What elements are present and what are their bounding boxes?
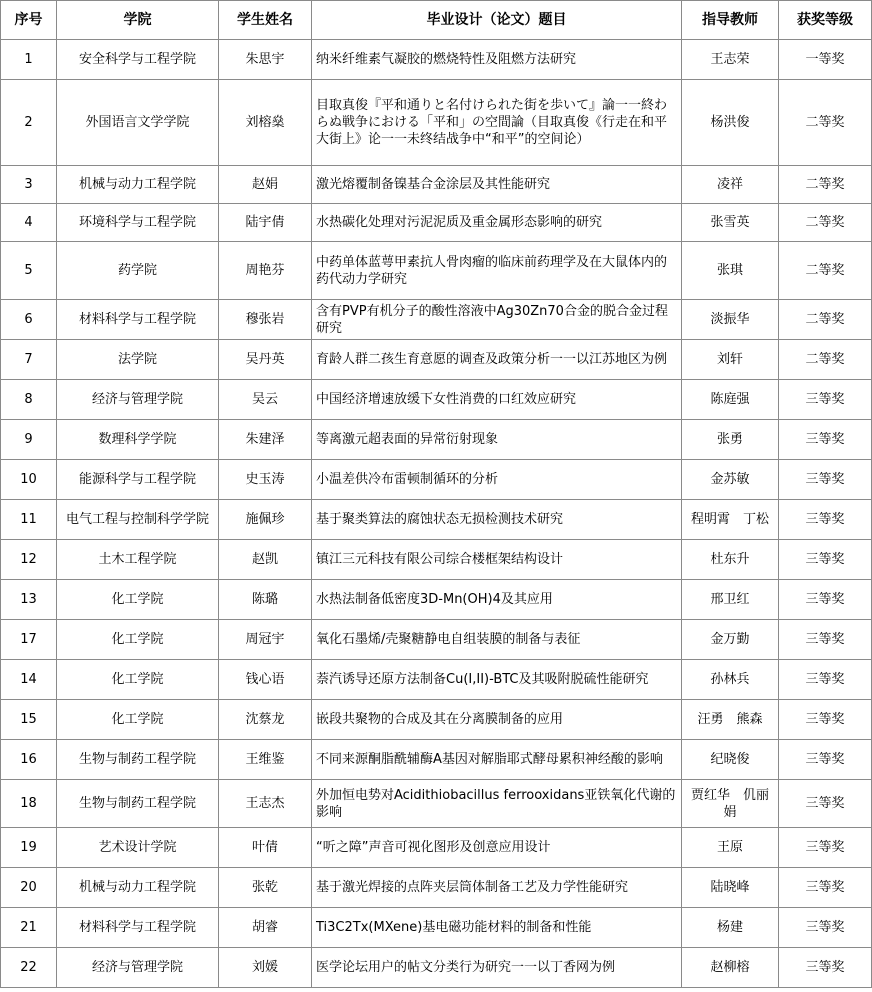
- cell-award: 一等奖: [779, 40, 872, 80]
- cell-index: 12: [1, 540, 57, 580]
- cell-advisor: 杨建: [682, 908, 779, 948]
- cell-college: 电气工程与控制科学学院: [57, 500, 219, 540]
- cell-advisor: 金万勤: [682, 620, 779, 660]
- table-row: [1, 780, 872, 828]
- header-college: 学院: [57, 1, 219, 40]
- cell-college: 能源科学与工程学院: [57, 460, 219, 500]
- cell-advisor: 杨洪俊: [682, 80, 779, 166]
- cell-advisor: 凌祥: [682, 166, 779, 204]
- cell-advisor: 孙林兵: [682, 660, 779, 700]
- cell-college: 材料科学与工程学院: [57, 908, 219, 948]
- cell-student: 吴丹英: [219, 340, 312, 380]
- table-row: [1, 948, 872, 988]
- cell-award: 三等奖: [779, 540, 872, 580]
- cell-award: 三等奖: [779, 580, 872, 620]
- cell-index: 2: [1, 80, 57, 166]
- table-body: [1, 40, 872, 988]
- cell-award: 三等奖: [779, 700, 872, 740]
- table-row: [1, 460, 872, 500]
- cell-college: 安全科学与工程学院: [57, 40, 219, 80]
- cell-student: 周冠宇: [219, 620, 312, 660]
- cell-award: 三等奖: [779, 908, 872, 948]
- cell-advisor: 金苏敏: [682, 460, 779, 500]
- header-row: [1, 1, 872, 40]
- cell-index: 16: [1, 740, 57, 780]
- cell-student: 赵凯: [219, 540, 312, 580]
- table-row: [1, 868, 872, 908]
- table-row: [1, 380, 872, 420]
- cell-title: 基于聚类算法的腐蚀状态无损检测技术研究: [312, 500, 682, 540]
- cell-student: 穆张岩: [219, 300, 312, 340]
- cell-index: 22: [1, 948, 57, 988]
- cell-title: 镇江三元科技有限公司综合楼框架结构设计: [312, 540, 682, 580]
- cell-college: 艺术设计学院: [57, 828, 219, 868]
- cell-student: 刘榕燊: [219, 80, 312, 166]
- table-row: [1, 740, 872, 780]
- cell-index: 10: [1, 460, 57, 500]
- table-row: [1, 242, 872, 300]
- cell-index: 21: [1, 908, 57, 948]
- cell-student: 刘媛: [219, 948, 312, 988]
- cell-advisor: 刘轩: [682, 340, 779, 380]
- cell-college: 土木工程学院: [57, 540, 219, 580]
- cell-index: 4: [1, 204, 57, 242]
- cell-advisor: 陆晓峰: [682, 868, 779, 908]
- cell-index: 18: [1, 780, 57, 828]
- cell-award: 三等奖: [779, 740, 872, 780]
- header-title: 毕业设计（论文）题目: [312, 1, 682, 40]
- cell-award: 三等奖: [779, 948, 872, 988]
- cell-college: 生物与制药工程学院: [57, 740, 219, 780]
- cell-title: 中国经济增速放缓下女性消费的口红效应研究: [312, 380, 682, 420]
- cell-award: 三等奖: [779, 420, 872, 460]
- table-row: [1, 300, 872, 340]
- cell-title: 激光熔覆制备镍基合金涂层及其性能研究: [312, 166, 682, 204]
- cell-index: 8: [1, 380, 57, 420]
- cell-student: 朱思宇: [219, 40, 312, 80]
- table-row: [1, 80, 872, 166]
- table-row: [1, 660, 872, 700]
- cell-title: 中药单体蓝萼甲素抗人骨肉瘤的临床前药理学及在大鼠体内的药代动力学研究: [312, 242, 682, 300]
- cell-advisor: 王志荣: [682, 40, 779, 80]
- table-row: [1, 620, 872, 660]
- cell-award: 二等奖: [779, 80, 872, 166]
- cell-title: 等离激元超表面的异常衍射现象: [312, 420, 682, 460]
- cell-index: 11: [1, 500, 57, 540]
- cell-award: 三等奖: [779, 660, 872, 700]
- cell-college: 数理科学学院: [57, 420, 219, 460]
- cell-college: 环境科学与工程学院: [57, 204, 219, 242]
- cell-award: 二等奖: [779, 242, 872, 300]
- cell-college: 化工学院: [57, 580, 219, 620]
- cell-college: 机械与动力工程学院: [57, 868, 219, 908]
- cell-advisor: 汪勇 熊森: [682, 700, 779, 740]
- cell-index: 9: [1, 420, 57, 460]
- cell-student: 沈蔡龙: [219, 700, 312, 740]
- cell-award: 三等奖: [779, 500, 872, 540]
- cell-award: 三等奖: [779, 380, 872, 420]
- table-row: [1, 340, 872, 380]
- cell-student: 钱心语: [219, 660, 312, 700]
- cell-college: 化工学院: [57, 700, 219, 740]
- cell-advisor: 王原: [682, 828, 779, 868]
- cell-award: 二等奖: [779, 300, 872, 340]
- cell-student: 赵娟: [219, 166, 312, 204]
- cell-title: 水热法制备低密度3D-Mn(OH)4及其应用: [312, 580, 682, 620]
- cell-title: Ti3C2Tx(MXene)基电磁功能材料的制备和性能: [312, 908, 682, 948]
- cell-college: 化工学院: [57, 620, 219, 660]
- cell-student: 胡睿: [219, 908, 312, 948]
- cell-award: 二等奖: [779, 340, 872, 380]
- cell-student: 朱建泽: [219, 420, 312, 460]
- table-row: [1, 908, 872, 948]
- cell-college: 药学院: [57, 242, 219, 300]
- cell-index: 17: [1, 620, 57, 660]
- table-row: [1, 700, 872, 740]
- cell-award: 三等奖: [779, 828, 872, 868]
- cell-advisor: 邢卫红: [682, 580, 779, 620]
- header-award: 获奖等级: [779, 1, 872, 40]
- cell-index: 6: [1, 300, 57, 340]
- cell-student: 吴云: [219, 380, 312, 420]
- cell-student: 张乾: [219, 868, 312, 908]
- cell-student: 施佩珍: [219, 500, 312, 540]
- header-student: 学生姓名: [219, 1, 312, 40]
- cell-title: 含有PVP有机分子的酸性溶液中Ag30Zn70合金的脱合金过程研究: [312, 300, 682, 340]
- cell-advisor: 张勇: [682, 420, 779, 460]
- table-row: [1, 540, 872, 580]
- cell-index: 5: [1, 242, 57, 300]
- table-row: [1, 166, 872, 204]
- cell-title: 目取真俊『平和通りと名付けられた街を歩いて』論一一終わらぬ戦争における「平和」の空間論（目取真俊《行走在和平大街上》论一一未终结战争中“和平”的空间论）: [312, 80, 682, 166]
- cell-college: 机械与动力工程学院: [57, 166, 219, 204]
- cell-award: 三等奖: [779, 460, 872, 500]
- cell-title: 水热碳化处理对污泥泥质及重金属形态影响的研究: [312, 204, 682, 242]
- cell-student: 陆宇倩: [219, 204, 312, 242]
- cell-index: 13: [1, 580, 57, 620]
- cell-title: 纳米纤维素气凝胶的燃烧特性及阻燃方法研究: [312, 40, 682, 80]
- cell-title: 嵌段共聚物的合成及其在分离膜制备的应用: [312, 700, 682, 740]
- cell-student: 史玉涛: [219, 460, 312, 500]
- cell-title: 基于激光焊接的点阵夹层筒体制备工艺及力学性能研究: [312, 868, 682, 908]
- cell-college: 经济与管理学院: [57, 948, 219, 988]
- table-row: [1, 420, 872, 460]
- cell-index: 7: [1, 340, 57, 380]
- cell-college: 化工学院: [57, 660, 219, 700]
- table-row: [1, 500, 872, 540]
- cell-advisor: 陈庭强: [682, 380, 779, 420]
- cell-index: 3: [1, 166, 57, 204]
- cell-college: 外国语言文学学院: [57, 80, 219, 166]
- table-row: [1, 40, 872, 80]
- cell-student: 陈璐: [219, 580, 312, 620]
- cell-title: 医学论坛用户的帖文分类行为研究一一以丁香网为例: [312, 948, 682, 988]
- cell-advisor: 张琪: [682, 242, 779, 300]
- cell-student: 叶倩: [219, 828, 312, 868]
- cell-index: 19: [1, 828, 57, 868]
- cell-student: 王志杰: [219, 780, 312, 828]
- table-row: [1, 580, 872, 620]
- cell-index: 15: [1, 700, 57, 740]
- cell-college: 生物与制药工程学院: [57, 780, 219, 828]
- cell-title: 不同来源酮脂酰辅酶A基因对解脂耶式酵母累积神经酸的影响: [312, 740, 682, 780]
- cell-advisor: 赵柳榕: [682, 948, 779, 988]
- cell-student: 王维鉴: [219, 740, 312, 780]
- cell-advisor: 纪晓俊: [682, 740, 779, 780]
- cell-title: “听之障”声音可视化图形及创意应用设计: [312, 828, 682, 868]
- cell-award: 三等奖: [779, 780, 872, 828]
- cell-college: 材料科学与工程学院: [57, 300, 219, 340]
- cell-award: 二等奖: [779, 204, 872, 242]
- cell-title: 萘汽诱导还原方法制备Cu(I,II)-BTC及其吸附脱硫性能研究: [312, 660, 682, 700]
- cell-index: 14: [1, 660, 57, 700]
- cell-award: 二等奖: [779, 166, 872, 204]
- cell-title: 氧化石墨烯/壳聚糖静电自组装膜的制备与表征: [312, 620, 682, 660]
- cell-college: 法学院: [57, 340, 219, 380]
- header-advisor: 指导教师: [682, 1, 779, 40]
- cell-advisor: 程明霄 丁松: [682, 500, 779, 540]
- cell-advisor: 张雪英: [682, 204, 779, 242]
- cell-advisor: 杜东升: [682, 540, 779, 580]
- cell-title: 小温差供冷布雷顿制循环的分析: [312, 460, 682, 500]
- table-row: [1, 204, 872, 242]
- cell-title: 育龄人群二孩生育意愿的调查及政策分析一一以江苏地区为例: [312, 340, 682, 380]
- cell-title: 外加恒电势对Acidithiobacillus ferrooxidans亚铁氧化代谢的影响: [312, 780, 682, 828]
- cell-student: 周艳芬: [219, 242, 312, 300]
- cell-college: 经济与管理学院: [57, 380, 219, 420]
- cell-award: 三等奖: [779, 620, 872, 660]
- cell-award: 三等奖: [779, 868, 872, 908]
- cell-advisor: 贾红华 仉丽娟: [682, 780, 779, 828]
- table-row: [1, 828, 872, 868]
- header-index: 序号: [1, 1, 57, 40]
- cell-index: 20: [1, 868, 57, 908]
- cell-advisor: 淡振华: [682, 300, 779, 340]
- cell-index: 1: [1, 40, 57, 80]
